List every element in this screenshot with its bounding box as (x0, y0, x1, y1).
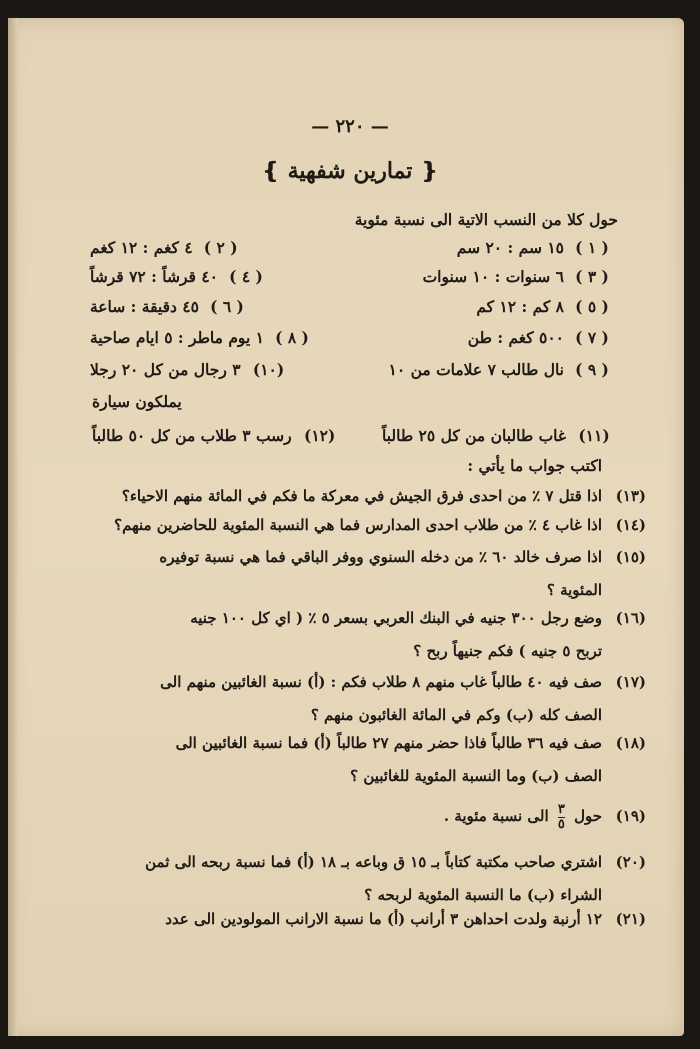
write-answer-heading: اكتب جواب ما يأتي : (467, 456, 602, 475)
exercise-item: (١٩) حول $\frac{٣}{٥}$ الى نسبة مئوية . (443, 801, 646, 832)
exercise-pair-row: ( ٧ ) ٥٠٠ كغم : طن ( ٨ ) ١ يوم ماطر : ٥ ايام صاحية (90, 328, 609, 347)
exercise-item: (١٤) اذا غاب ٤ ٪ من طلاب احدى المدارس فما هي النسبة المئوية للحاضرين منهم؟ (114, 516, 646, 534)
exercise-item: (١٣) اذا قتل ٧ ٪ من احدى فرق الجيش في معركة ما فكم في المائة منهم الاحياء؟ (121, 487, 646, 505)
section-title: ❴ تمارين شفهية ❵ (261, 158, 439, 184)
exercise-pair-row: ( ٩ ) نال طالب ٧ علامات من ١٠ (١٠) ٣ رجال من كل ٢٠ رجلا (90, 360, 609, 379)
exercise-pair-row: ( ١ ) ١٥ سم : ٢٠ سم ( ٢ ) ٤ كغم : ١٢ كغم (90, 238, 609, 257)
exercise-item: (١٥) اذا صرف خالد ٦٠ ٪ من دخله السنوي ووفر الباقي فما هي نسبة توفيره المئوية ؟ (159, 548, 646, 599)
exercise-10-continuation: يملكون سيارة (92, 392, 182, 411)
exercise-pair-row: ( ٥ ) ٨ كم : ١٢ كم ( ٦ ) ٤٥ دقيقة : ساعة (90, 297, 609, 316)
exercise-item: (١٨) صف فيه ٣٦ طالباً فاذا حضر منهم ٢٧ طالباً (أ) فما نسبة الغائبين الى الصف (ب) وما النسبة المئوية للغائبين ؟ (175, 734, 646, 785)
page-number: — ٢٢٠ — (311, 116, 389, 137)
exercise-item: (٢١) ١٢ أرنبة ولدت احداهن ٣ أرانب (أ) ما نسبة الارانب المولودين الى عدد (165, 910, 646, 928)
intro-text: حول كلا من النسب الاتية الى نسبة مئوية (354, 210, 618, 229)
fraction: $\frac{٣}{٥}$ (557, 801, 565, 832)
exercise-pair-row: ( ٣ ) ٦ سنوات : ١٠ سنوات ( ٤ ) ٤٠ قرشاً : ٧٢ قرشاً (90, 267, 609, 286)
exercise-item: (٢٠) اشتري صاحب مكتبة كتاباً بـ ١٥ ق وباعه بـ ١٨ (أ) فما نسبة ربحه الى ثمن الشراء (ب) ما النسبة المئوية لربحه ؟ (145, 853, 646, 904)
exercise-item: (١٧) صف فيه ٤٠ طالباً غاب منهم ٨ طلاب فكم : (أ) نسبة الغائبين منهم الى الصف كله (ب) وكم في المائة الغائبون منهم ؟ (160, 673, 646, 724)
exercise-item: (١٦) وضع رجل ٣٠٠ جنيه في البنك العربي بسعر ٥ ٪ ( اي كل ١٠٠ جنيه تربح ٥ جنيه ) فكم جنيهاً ربح ؟ (190, 609, 646, 660)
exercise-pair-row: (١١) غاب طالبان من كل ٢٥ طالباً (١٢) رسب ٣ طلاب من كل ٥٠ طالباً (92, 426, 610, 445)
